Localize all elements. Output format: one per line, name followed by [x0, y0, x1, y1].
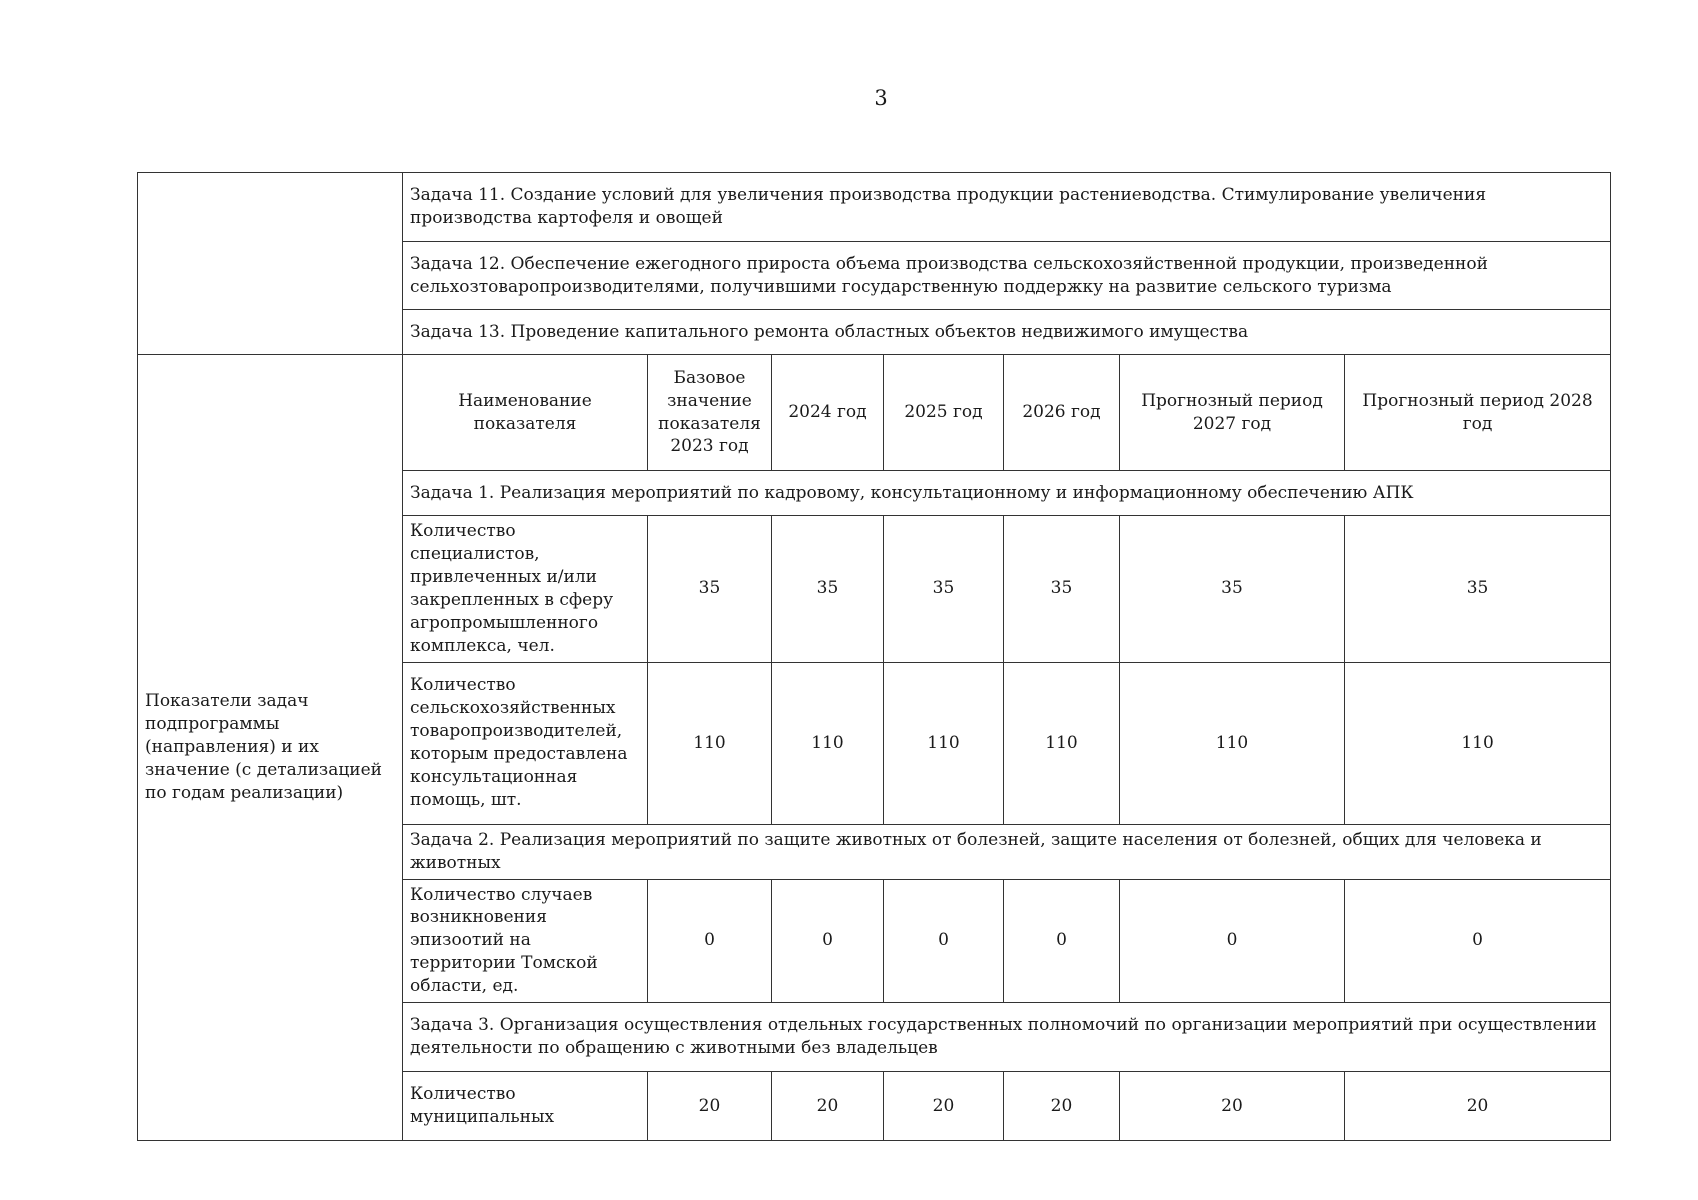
indicator-value-2028: 110: [1345, 662, 1611, 824]
task-13-text: Задача 13. Проведение капитального ремонта областных объектов недвижимого имущества: [403, 310, 1611, 355]
indicator-value-base: 20: [648, 1072, 772, 1141]
indicator-value-2026: 110: [1004, 662, 1120, 824]
header-2026: 2026 год: [1004, 355, 1120, 471]
task-1-text: Задача 1. Реализация мероприятий по кадровому, консультационному и информационному обеспечению АПК: [403, 471, 1611, 516]
indicator-name: Количество случаев возникновения эпизоотий на территории Томской области, ед.: [403, 879, 648, 1003]
indicator-value-2024: 0: [772, 879, 884, 1003]
indicators-header-row: [138, 355, 1611, 471]
indicator-value-2027: 20: [1120, 1072, 1345, 1141]
indicator-value-2025: 35: [884, 516, 1004, 663]
indicator-name: Количество сельскохозяйственных товаропроизводителей, которым предоставлена консультационная помощь, шт.: [403, 662, 648, 824]
indicator-value-2024: 110: [772, 662, 884, 824]
task-12-text: Задача 12. Обеспечение ежегодного прироста объема производства сельскохозяйственной продукции, произведенной сельхозтоваропроизводителями, получившими государственную поддержку на развитие сельского туризма: [403, 242, 1611, 310]
indicator-value-base: 0: [648, 879, 772, 1003]
task-row: [138, 173, 1611, 242]
task-2-text: Задача 2. Реализация мероприятий по защите животных от болезней, защите населения от болезней, общих для человека и животных: [403, 824, 1611, 879]
indicator-value-base: 35: [648, 516, 772, 663]
program-table: [137, 172, 1611, 1141]
indicator-value-2024: 35: [772, 516, 884, 663]
header-2025: 2025 год: [884, 355, 1004, 471]
indicator-value-2024: 20: [772, 1072, 884, 1141]
indicator-value-2027: 110: [1120, 662, 1345, 824]
indicator-value-2026: 20: [1004, 1072, 1120, 1141]
indicator-name: Количество муниципальных: [403, 1072, 648, 1141]
indicator-name: Количество специалистов, привлеченных и/или закрепленных в сферу агропромышленного комплекса, чел.: [403, 516, 648, 663]
indicator-value-2026: 35: [1004, 516, 1120, 663]
indicator-value-2027: 35: [1120, 516, 1345, 663]
indicator-value-2025: 110: [884, 662, 1004, 824]
empty-label-cell: [138, 173, 403, 355]
header-2028: Прогнозный период 2028 год: [1345, 355, 1611, 471]
indicator-value-2025: 0: [884, 879, 1004, 1003]
indicator-value-base: 110: [648, 662, 772, 824]
header-indicator-name: Наименование показателя: [403, 355, 648, 471]
task-11-text: Задача 11. Создание условий для увеличения производства продукции растениеводства. Стимулирование увеличения производства картофеля и овощей: [403, 173, 1611, 242]
header-2024: 2024 год: [772, 355, 884, 471]
indicator-value-2027: 0: [1120, 879, 1345, 1003]
indicator-value-2028: 20: [1345, 1072, 1611, 1141]
page-number: 3: [874, 86, 888, 110]
indicator-value-2025: 20: [884, 1072, 1004, 1141]
indicator-value-2028: 0: [1345, 879, 1611, 1003]
indicators-section-label: Показатели задач подпрограммы (направления) и их значение (с детализацией по годам реализации): [138, 355, 403, 1141]
task-3-text: Задача 3. Организация осуществления отдельных государственных полномочий по организации мероприятий при осуществлении деятельности по обращению с животными без владельцев: [403, 1003, 1611, 1072]
header-base-value: Базовое значение показателя 2023 год: [648, 355, 772, 471]
indicator-value-2028: 35: [1345, 516, 1611, 663]
header-2027: Прогнозный период 2027 год: [1120, 355, 1345, 471]
indicator-value-2026: 0: [1004, 879, 1120, 1003]
